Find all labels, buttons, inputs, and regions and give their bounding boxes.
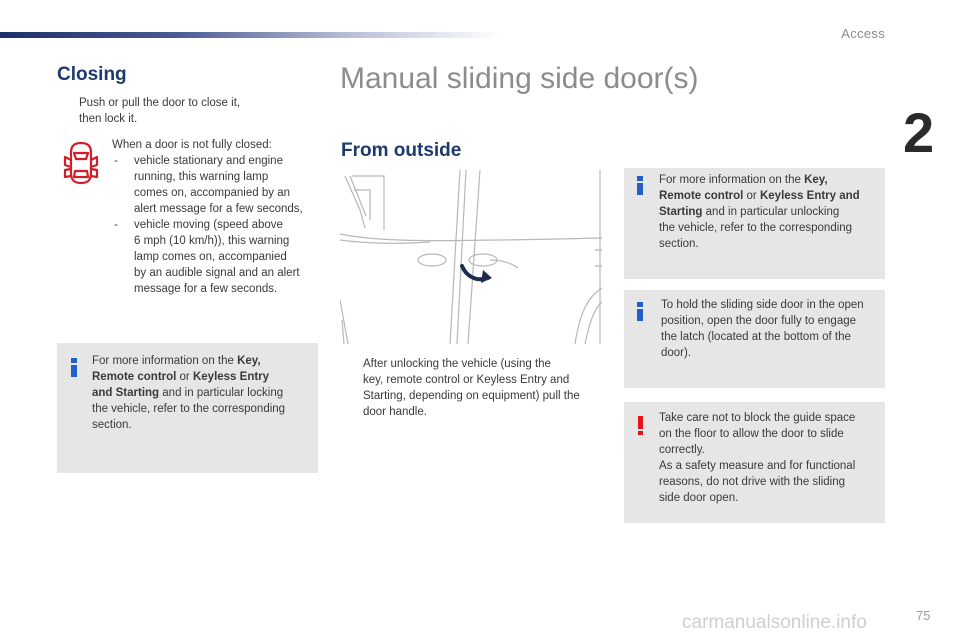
info-box-closing	[57, 343, 318, 473]
exclamation-icon	[638, 416, 644, 435]
text-line: the latch (located at the bottom of the	[661, 331, 851, 343]
text-line: door).	[661, 347, 692, 359]
closing-step-text	[79, 95, 279, 127]
text-line: position, open the door fully to engage	[661, 315, 857, 327]
section-title: Access	[841, 26, 885, 41]
text-line: Remote control or Keyless Entry and	[659, 190, 860, 202]
text-line: To hold the sliding side door in the open	[661, 299, 864, 311]
info-icon	[637, 302, 643, 321]
text-line: Take care not to block the guide space	[659, 412, 856, 424]
text-line: For more information on the Key,	[92, 355, 261, 367]
text-line: Starting and in particular unlocking	[659, 206, 840, 218]
text-line: the vehicle, refer to the corresponding	[92, 403, 286, 415]
text-line: Starting, depending on equipment) pull the	[363, 390, 580, 402]
warning-intro: When a door is not fully closed:	[112, 139, 272, 151]
info-text	[92, 353, 314, 433]
text-line: correctly.	[659, 444, 705, 456]
chapter-number: 2	[903, 101, 935, 164]
text-line: vehicle moving (speed above	[134, 219, 283, 231]
subheading-from-outside: From outside	[341, 140, 462, 161]
warning-list	[112, 153, 322, 297]
text-line: on the floor to allow the door to slide	[659, 428, 844, 440]
text-line: alert message for a few seconds,	[134, 203, 303, 215]
info-icon	[637, 176, 643, 195]
info-text	[661, 297, 883, 361]
text-line: the vehicle, refer to the corresponding	[659, 222, 853, 234]
text-line: As a safety measure and for functional	[659, 460, 856, 472]
info-icon	[71, 358, 77, 377]
text-line: by an audible signal and an alert	[134, 267, 300, 279]
text-line: and Starting and in particular locking	[92, 387, 284, 399]
sliding-door-handle-illustration	[340, 170, 602, 344]
list-item	[112, 217, 322, 297]
text-line: 6 mph (10 km/h)), this warning	[134, 235, 290, 247]
dash-bullet: -	[114, 219, 118, 231]
caution-text	[659, 410, 881, 506]
text-line: key, remote control or Keyless Entry and	[363, 374, 570, 386]
text-line: Push or pull the door to close it,	[79, 97, 241, 109]
text-line: comes on, accompanied by an	[134, 187, 290, 199]
text-line: reasons, do not drive with the sliding	[659, 476, 846, 488]
text-line: vehicle stationary and engine	[134, 155, 283, 167]
info-box-unlocking	[624, 168, 885, 279]
page-title: Manual sliding side door(s)	[340, 62, 699, 95]
header-gradient-bar	[0, 32, 500, 38]
text-line: section.	[659, 238, 699, 250]
list-item	[112, 153, 322, 217]
text-line: running, this warning lamp	[134, 171, 269, 183]
text-line: section.	[92, 419, 132, 431]
text-line: side door open.	[659, 492, 739, 504]
caution-box	[624, 402, 885, 523]
text-line: message for a few seconds.	[134, 283, 278, 295]
text-line: lamp comes on, accompanied	[134, 251, 287, 263]
text-line: After unlocking the vehicle (using the	[363, 358, 551, 370]
info-box-hold-open	[624, 290, 885, 388]
door-open-warning-lamp-icon	[62, 140, 100, 186]
text-line: Remote control or Keyless Entry	[92, 371, 270, 383]
text-line: then lock it.	[79, 113, 138, 125]
text-line: door handle.	[363, 406, 427, 418]
page-number: 75	[916, 608, 931, 623]
door-step-text	[363, 356, 603, 420]
closing-heading: Closing	[57, 64, 127, 85]
text-line: For more information on the Key,	[659, 174, 828, 186]
dash-bullet: -	[114, 155, 118, 167]
watermark: carmanualsonline.info	[682, 612, 867, 633]
info-text	[659, 172, 883, 252]
